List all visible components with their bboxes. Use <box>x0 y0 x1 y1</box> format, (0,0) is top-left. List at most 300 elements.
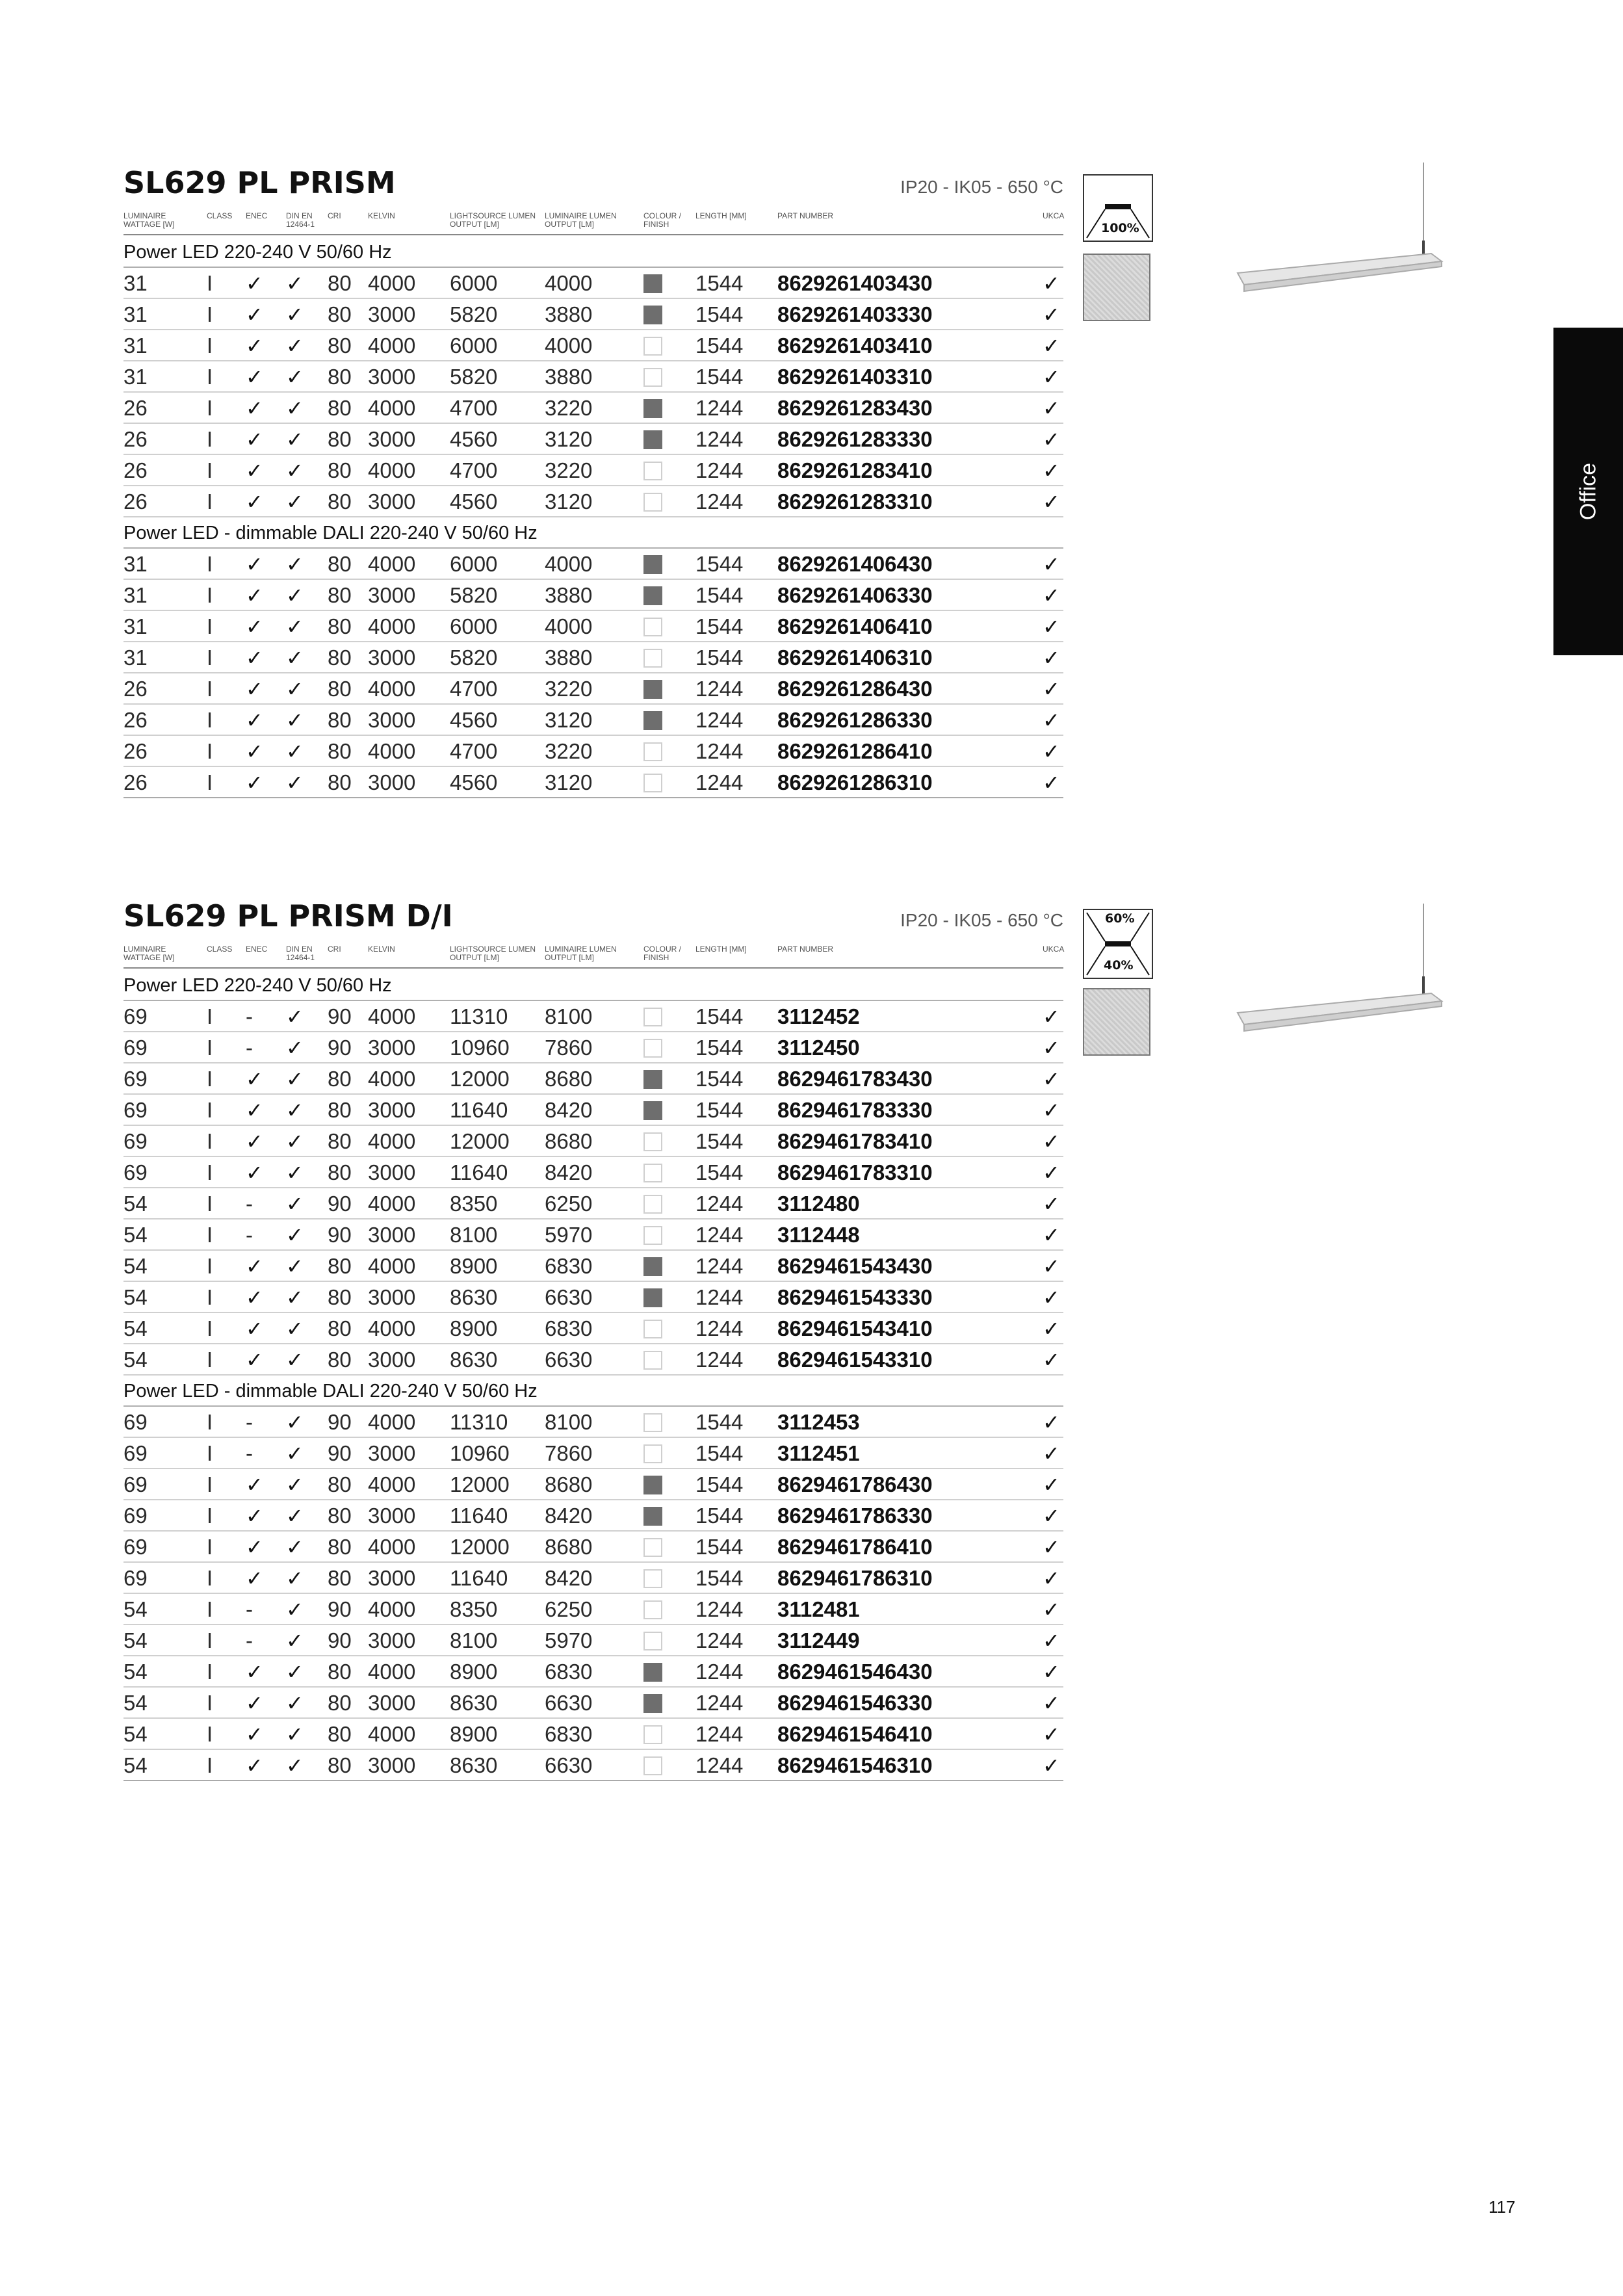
col-kelvin: KELVIN <box>368 211 395 220</box>
check-icon: ✓ <box>246 489 263 514</box>
cell-cri: 90 <box>328 1597 352 1621</box>
col-ls-lumen: LIGHTSOURCE LUMEN OUTPUT [LM] <box>450 211 536 229</box>
cell-part-number: 8629461783410 <box>777 1129 933 1153</box>
cell-lum-lumen: 6630 <box>545 1691 593 1715</box>
cell-class: I <box>207 1285 213 1309</box>
finish-swatch-grey <box>643 1507 662 1526</box>
cell-ls-lumen: 8350 <box>450 1192 498 1216</box>
cell-wattage: 69 <box>123 1036 148 1060</box>
cell-length: 1544 <box>695 1098 744 1122</box>
col-colour: COLOUR / FINISH <box>643 945 682 962</box>
check-icon: ✓ <box>286 1410 304 1435</box>
cell-ls-lumen: 5820 <box>450 365 498 389</box>
cell-cri: 80 <box>328 1566 352 1590</box>
check-icon: ✓ <box>286 614 304 639</box>
page-number: 117 <box>1488 2197 1516 2217</box>
check-icon: ✓ <box>1043 333 1060 358</box>
check-icon: ✓ <box>1043 1098 1060 1123</box>
cell-wattage: 54 <box>123 1597 148 1621</box>
cell-class: I <box>207 1472 213 1496</box>
cell-ls-lumen: 4560 <box>450 770 498 794</box>
check-icon: ✓ <box>246 739 263 764</box>
col-colour: COLOUR / FINISH <box>643 211 682 229</box>
product-table <box>123 237 1063 798</box>
check-icon: ✓ <box>1043 1566 1060 1591</box>
table-row <box>123 486 1063 517</box>
cell-ls-lumen: 6000 <box>450 271 498 295</box>
cell-length: 1544 <box>695 1036 744 1060</box>
cell-part-number: 8629261403410 <box>777 333 933 358</box>
cell-kelvin: 3000 <box>368 646 416 670</box>
cell-wattage: 54 <box>123 1223 148 1247</box>
check-icon: ✓ <box>286 1254 304 1279</box>
cell-wattage: 31 <box>123 614 148 638</box>
cell-ls-lumen: 8900 <box>450 1316 498 1340</box>
cell-class: I <box>207 333 213 358</box>
check-icon: ✓ <box>286 1660 304 1684</box>
cell-wattage: 69 <box>123 1129 148 1153</box>
group-label: Power LED 220-240 V 50/60 Hz <box>123 970 1063 1001</box>
cell-lum-lumen: 8100 <box>545 1004 593 1028</box>
table-row <box>123 1532 1063 1563</box>
check-icon: ✓ <box>286 365 304 389</box>
cell-class: I <box>207 458 213 482</box>
check-icon: ✓ <box>286 1472 304 1497</box>
table-row <box>123 642 1063 673</box>
cell-wattage: 54 <box>123 1285 148 1309</box>
finish-swatch-white <box>643 1195 662 1214</box>
cell-cri: 80 <box>328 1691 352 1715</box>
cell-cri: 90 <box>328 1192 352 1216</box>
cell-kelvin: 3000 <box>368 1628 416 1652</box>
cell-kelvin: 3000 <box>368 708 416 732</box>
finish-swatch-white <box>643 462 662 480</box>
finish-swatch-grey <box>643 430 662 449</box>
cell-kelvin: 3000 <box>368 302 416 326</box>
cell-class: I <box>207 1004 213 1028</box>
cell-wattage: 26 <box>123 458 148 482</box>
finish-swatch-grey <box>643 680 662 699</box>
table-row <box>123 580 1063 611</box>
cell-kelvin: 4000 <box>368 1660 416 1684</box>
check-icon: ✓ <box>1043 552 1060 577</box>
cell-cri: 80 <box>328 396 352 420</box>
table-row <box>123 299 1063 330</box>
cell-part-number: 8629261283330 <box>777 427 933 451</box>
table-row <box>123 1625 1063 1656</box>
cell-ls-lumen: 12000 <box>450 1129 510 1153</box>
table-row <box>123 549 1063 580</box>
group-label: Power LED - dimmable DALI 220-240 V 50/60 Hz <box>123 517 1063 549</box>
check-icon: ✓ <box>1043 1691 1060 1715</box>
check-icon: ✓ <box>246 1504 263 1528</box>
product-table <box>123 970 1063 1781</box>
cell-lum-lumen: 3880 <box>545 646 593 670</box>
finish-swatch-white <box>643 742 662 761</box>
table-row <box>123 1594 1063 1625</box>
cell-wattage: 69 <box>123 1535 148 1559</box>
cell-length: 1244 <box>695 1192 744 1216</box>
cell-length: 1244 <box>695 1722 744 1746</box>
cell-lum-lumen: 3120 <box>545 770 593 794</box>
table-row <box>123 736 1063 767</box>
cell-part-number: 8629461543330 <box>777 1285 933 1309</box>
cell-lum-lumen: 3120 <box>545 489 593 514</box>
cell-part-number: 8629261403430 <box>777 271 933 295</box>
light-distribution-icon <box>1083 174 1153 242</box>
cell-lum-lumen: 7860 <box>545 1441 593 1465</box>
check-icon: ✓ <box>1043 427 1060 452</box>
cell-cri: 80 <box>328 552 352 576</box>
cell-class: I <box>207 1348 213 1372</box>
cell-part-number: 8629261406430 <box>777 552 933 576</box>
cell-wattage: 54 <box>123 1691 148 1715</box>
table-row <box>123 1688 1063 1719</box>
cell-cri: 80 <box>328 770 352 794</box>
cell-kelvin: 3000 <box>368 1223 416 1247</box>
check-icon: ✓ <box>286 1036 304 1060</box>
cell-class: I <box>207 1535 213 1559</box>
cell-wattage: 31 <box>123 302 148 326</box>
check-icon: ✓ <box>286 739 304 764</box>
cell-lum-lumen: 3220 <box>545 458 593 482</box>
finish-swatch-white <box>643 1008 662 1026</box>
cell-part-number: 8629461786310 <box>777 1566 933 1590</box>
check-icon: ✓ <box>246 427 263 452</box>
cell-lum-lumen: 8100 <box>545 1410 593 1434</box>
check-icon: ✓ <box>246 1285 263 1310</box>
cell-enec: - <box>246 1628 253 1652</box>
cell-length: 1544 <box>695 646 744 670</box>
check-icon: ✓ <box>286 1160 304 1185</box>
cell-cri: 90 <box>328 1223 352 1247</box>
check-icon: ✓ <box>1043 302 1060 327</box>
check-icon: ✓ <box>246 1254 263 1279</box>
cell-ls-lumen: 4700 <box>450 458 498 482</box>
cell-class: I <box>207 427 213 451</box>
cell-enec: - <box>246 1441 253 1465</box>
table-row <box>123 1032 1063 1063</box>
cell-part-number: 8629461783310 <box>777 1160 933 1184</box>
check-icon: ✓ <box>286 458 304 483</box>
cell-kelvin: 4000 <box>368 1535 416 1559</box>
cell-class: I <box>207 365 213 389</box>
cell-kelvin: 3000 <box>368 1566 416 1590</box>
cell-length: 1244 <box>695 1285 744 1309</box>
cell-ls-lumen: 12000 <box>450 1472 510 1496</box>
cell-cri: 80 <box>328 302 352 326</box>
cell-class: I <box>207 1628 213 1652</box>
check-icon: ✓ <box>1043 583 1060 608</box>
cell-lum-lumen: 5970 <box>545 1628 593 1652</box>
check-icon: ✓ <box>246 1472 263 1497</box>
check-icon: ✓ <box>246 458 263 483</box>
cell-ls-lumen: 4560 <box>450 708 498 732</box>
cell-class: I <box>207 739 213 763</box>
table-row <box>123 424 1063 455</box>
cell-kelvin: 4000 <box>368 1067 416 1091</box>
cell-wattage: 26 <box>123 489 148 514</box>
table-row <box>123 393 1063 424</box>
cell-length: 1544 <box>695 302 744 326</box>
diffuser-swatch <box>1083 988 1150 1056</box>
finish-swatch-white <box>643 618 662 636</box>
cell-length: 1244 <box>695 1254 744 1278</box>
col-part: PART NUMBER <box>777 211 834 220</box>
table-row <box>123 1251 1063 1282</box>
cell-ls-lumen: 4700 <box>450 677 498 701</box>
group-label: Power LED 220-240 V 50/60 Hz <box>123 237 1063 268</box>
cell-lum-lumen: 8680 <box>545 1472 593 1496</box>
finish-swatch-grey <box>643 274 662 293</box>
finish-swatch-white <box>643 1600 662 1619</box>
cell-cri: 80 <box>328 1535 352 1559</box>
check-icon: ✓ <box>246 1566 263 1591</box>
finish-swatch-grey <box>643 306 662 324</box>
luminaire-illustration <box>1228 163 1449 312</box>
cell-ls-lumen: 6000 <box>450 552 498 576</box>
cell-length: 1244 <box>695 489 744 514</box>
cell-class: I <box>207 708 213 732</box>
finish-swatch-grey <box>643 1101 662 1120</box>
cell-wattage: 31 <box>123 583 148 607</box>
cell-length: 1544 <box>695 1472 744 1496</box>
cell-class: I <box>207 552 213 576</box>
cell-ls-lumen: 8100 <box>450 1628 498 1652</box>
cell-wattage: 26 <box>123 770 148 794</box>
check-icon: ✓ <box>286 1504 304 1528</box>
check-icon: ✓ <box>286 677 304 701</box>
cell-cri: 80 <box>328 677 352 701</box>
cell-lum-lumen: 4000 <box>545 614 593 638</box>
cell-part-number: 3112448 <box>777 1223 860 1247</box>
cell-kelvin: 3000 <box>368 427 416 451</box>
cell-length: 1544 <box>695 1410 744 1434</box>
cell-lum-lumen: 3880 <box>545 583 593 607</box>
check-icon: ✓ <box>246 677 263 701</box>
cell-ls-lumen: 5820 <box>450 583 498 607</box>
cell-kelvin: 3000 <box>368 770 416 794</box>
cell-cri: 80 <box>328 1722 352 1746</box>
cell-ls-lumen: 4560 <box>450 489 498 514</box>
col-enec: ENEC <box>246 211 268 220</box>
check-icon: ✓ <box>246 1067 263 1091</box>
table-row <box>123 1500 1063 1532</box>
cell-cri: 90 <box>328 1441 352 1465</box>
check-icon: ✓ <box>286 1129 304 1154</box>
cell-part-number: 8629261283430 <box>777 396 933 420</box>
cell-ls-lumen: 8630 <box>450 1348 498 1372</box>
cell-class: I <box>207 583 213 607</box>
cell-kelvin: 4000 <box>368 1472 416 1496</box>
cell-ls-lumen: 8900 <box>450 1254 498 1278</box>
cell-lum-lumen: 6630 <box>545 1753 593 1777</box>
cell-cri: 80 <box>328 271 352 295</box>
check-icon: ✓ <box>286 1316 304 1341</box>
cell-cri: 80 <box>328 1316 352 1340</box>
cell-ls-lumen: 11310 <box>450 1004 508 1028</box>
cell-length: 1244 <box>695 708 744 732</box>
check-icon: ✓ <box>1043 1254 1060 1279</box>
cell-part-number: 8629461786430 <box>777 1472 933 1496</box>
cell-ls-lumen: 8900 <box>450 1722 498 1746</box>
check-icon: ✓ <box>1043 1192 1060 1216</box>
cell-part-number: 3112481 <box>777 1597 860 1621</box>
finish-swatch-white <box>643 368 662 387</box>
cell-wattage: 54 <box>123 1254 148 1278</box>
col-ukca: UKCA <box>1043 945 1065 954</box>
check-icon: ✓ <box>246 1722 263 1747</box>
cell-wattage: 69 <box>123 1067 148 1091</box>
cell-part-number: 8629261283310 <box>777 489 933 514</box>
cell-ls-lumen: 6000 <box>450 614 498 638</box>
check-icon: ✓ <box>246 770 263 795</box>
cell-wattage: 69 <box>123 1098 148 1122</box>
cell-class: I <box>207 1722 213 1746</box>
table-row <box>123 1407 1063 1438</box>
cell-class: I <box>207 1067 213 1091</box>
cell-enec: - <box>246 1410 253 1434</box>
cell-wattage: 31 <box>123 365 148 389</box>
finish-swatch-grey <box>643 1257 662 1276</box>
cell-kelvin: 4000 <box>368 1597 416 1621</box>
table-row <box>123 611 1063 642</box>
check-icon: ✓ <box>1043 365 1060 389</box>
col-length: LENGTH [MM] <box>695 211 747 220</box>
cell-part-number: 3112452 <box>777 1004 860 1028</box>
finish-swatch-white <box>643 1320 662 1338</box>
product-title: SL629 PL PRISM <box>123 165 396 200</box>
cell-part-number: 3112450 <box>777 1036 860 1060</box>
cell-part-number: 8629261406310 <box>777 646 933 670</box>
cell-class: I <box>207 1223 213 1247</box>
cell-enec: - <box>246 1036 253 1060</box>
cell-enec: - <box>246 1223 253 1247</box>
cell-length: 1544 <box>695 333 744 358</box>
check-icon: ✓ <box>286 708 304 733</box>
check-icon: ✓ <box>1043 1129 1060 1154</box>
cell-ls-lumen: 11310 <box>450 1410 508 1434</box>
cell-part-number: 8629261286330 <box>777 708 933 732</box>
cell-lum-lumen: 3120 <box>545 708 593 732</box>
check-icon: ✓ <box>286 770 304 795</box>
cell-class: I <box>207 1597 213 1621</box>
cell-cri: 80 <box>328 614 352 638</box>
cell-part-number: 8629261283410 <box>777 458 933 482</box>
cell-class: I <box>207 396 213 420</box>
table-row <box>123 1469 1063 1500</box>
cell-kelvin: 4000 <box>368 677 416 701</box>
cell-wattage: 54 <box>123 1722 148 1746</box>
cell-kelvin: 4000 <box>368 739 416 763</box>
check-icon: ✓ <box>286 1597 304 1622</box>
cell-cri: 80 <box>328 646 352 670</box>
cell-wattage: 26 <box>123 708 148 732</box>
check-icon: ✓ <box>286 396 304 421</box>
col-kelvin: KELVIN <box>368 945 395 954</box>
group-label: Power LED - dimmable DALI 220-240 V 50/60 Hz <box>123 1376 1063 1407</box>
check-icon: ✓ <box>246 302 263 327</box>
table-row <box>123 1188 1063 1220</box>
cell-class: I <box>207 1410 213 1434</box>
cell-cri: 80 <box>328 583 352 607</box>
cell-wattage: 26 <box>123 739 148 763</box>
table-row <box>123 1563 1063 1594</box>
category-tab <box>1553 328 1623 655</box>
cell-cri: 80 <box>328 365 352 389</box>
distribution-label: 100% <box>1101 221 1139 235</box>
cell-kelvin: 4000 <box>368 458 416 482</box>
cell-wattage: 69 <box>123 1004 148 1028</box>
col-ls-lumen: LIGHTSOURCE LUMEN OUTPUT [LM] <box>450 945 536 962</box>
check-icon: ✓ <box>1043 1628 1060 1653</box>
check-icon: ✓ <box>246 1098 263 1123</box>
cell-part-number: 8629461546430 <box>777 1660 933 1684</box>
cell-cri: 80 <box>328 427 352 451</box>
cell-wattage: 31 <box>123 646 148 670</box>
check-icon: ✓ <box>1043 1160 1060 1185</box>
cell-wattage: 26 <box>123 396 148 420</box>
check-icon: ✓ <box>246 1753 263 1778</box>
table-header <box>123 940 1063 969</box>
finish-swatch-white <box>643 1725 662 1744</box>
cell-lum-lumen: 8420 <box>545 1160 593 1184</box>
cell-length: 1244 <box>695 1316 744 1340</box>
check-icon: ✓ <box>286 1628 304 1653</box>
table-header <box>123 207 1063 235</box>
cell-cri: 80 <box>328 458 352 482</box>
check-icon: ✓ <box>286 302 304 327</box>
cell-ls-lumen: 8630 <box>450 1285 498 1309</box>
cell-cri: 80 <box>328 1129 352 1153</box>
check-icon: ✓ <box>246 1129 263 1154</box>
category-label: Office <box>1576 462 1600 521</box>
check-icon: ✓ <box>246 365 263 389</box>
cell-kelvin: 3000 <box>368 1348 416 1372</box>
cell-length: 1544 <box>695 614 744 638</box>
check-icon: ✓ <box>1043 739 1060 764</box>
cell-part-number: 8629461543410 <box>777 1316 933 1340</box>
check-icon: ✓ <box>1043 1472 1060 1497</box>
cell-length: 1544 <box>695 1129 744 1153</box>
table-row <box>123 1001 1063 1032</box>
cell-cri: 80 <box>328 739 352 763</box>
cell-cri: 80 <box>328 1254 352 1278</box>
table-row <box>123 673 1063 705</box>
cell-part-number: 8629461786410 <box>777 1535 933 1559</box>
check-icon: ✓ <box>1043 1004 1060 1029</box>
cell-enec: - <box>246 1597 253 1621</box>
cell-kelvin: 3000 <box>368 583 416 607</box>
check-icon: ✓ <box>1043 1660 1060 1684</box>
cell-wattage: 69 <box>123 1504 148 1528</box>
cell-cri: 80 <box>328 1160 352 1184</box>
check-icon: ✓ <box>1043 489 1060 514</box>
cell-ls-lumen: 5820 <box>450 302 498 326</box>
cell-enec: - <box>246 1004 253 1028</box>
cell-lum-lumen: 3220 <box>545 677 593 701</box>
cell-cri: 80 <box>328 1660 352 1684</box>
check-icon: ✓ <box>246 1160 263 1185</box>
cell-class: I <box>207 1504 213 1528</box>
cell-length: 1244 <box>695 458 744 482</box>
table-row <box>123 330 1063 361</box>
cell-kelvin: 4000 <box>368 271 416 295</box>
cell-ls-lumen: 11640 <box>450 1160 508 1184</box>
table-row <box>123 1157 1063 1188</box>
cell-lum-lumen: 8680 <box>545 1535 593 1559</box>
cell-kelvin: 3000 <box>368 1504 416 1528</box>
